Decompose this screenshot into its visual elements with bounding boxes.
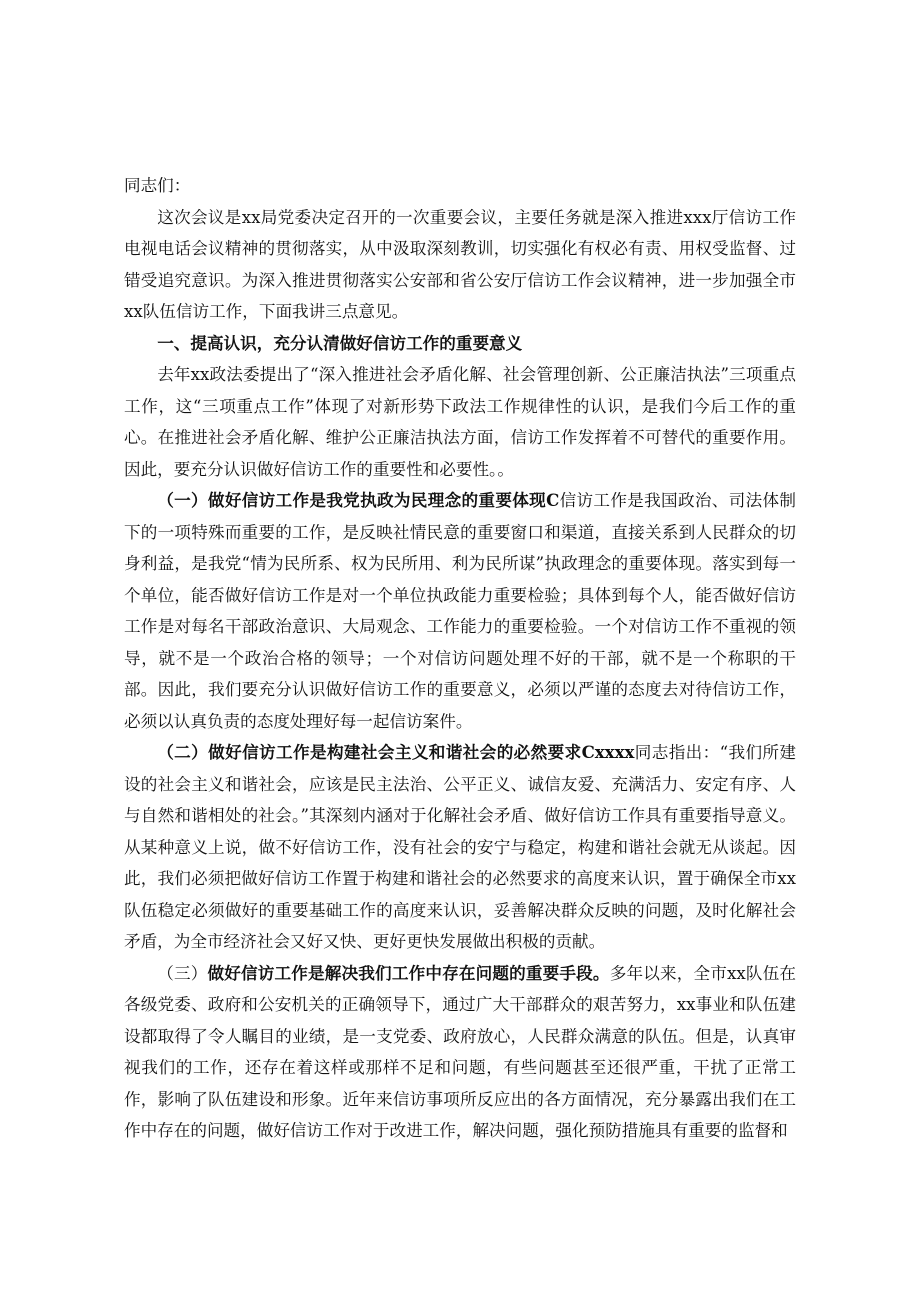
point-2-title: （二）做好信访工作是构建社会主义和谐社会的必然要求Cxxxx	[157, 742, 635, 762]
intro-paragraph: 这次会议是xx局党委决定召开的一次重要会议，主要任务就是深入推进xxx厅信访工作电视电话会议精神的贯彻落实，从中汲取深刻教训，切实强化有权必有责、用权受监督、过错受追究意识。为深入推进贯彻落实公安部和省公安厅信访工作会议精神，进一步加强全市xx队伍信访工作，下面我讲三点意见。	[124, 207, 796, 321]
point-2-paragraph	[124, 737, 796, 958]
point-1-title: （一）做好信访工作是我党执政为民理念的重要体现C	[157, 490, 560, 510]
point-3-prefix: （三）	[157, 963, 208, 983]
point-1-body: 信访工作是我国政治、司法体制下的一项特殊而重要的工作，是反映社情民意的重要窗口和渠道，直接关系到人民群众的切身利益，是我党“情为民所系、权为民所用、利为民所谋”执政理念的重要体现。落实到每一个单位，能否做好信访工作是对一个单位执政能力重要检验；具体到每个人，能否做好信访工作是对每名干部政治意识、大局观念、工作能力的重要检验。一个对信访工作不重视的领导，就不是一个政治合格的领导；一个对信访问题处理不好的干部，就不是一个称职的干部。因此，我们要充分认识做好信访工作的重要意义，必须以严谨的态度去对待信访工作，必须以认真负责的态度处理好每一起信访案件。	[124, 491, 796, 731]
point-3-paragraph	[124, 958, 796, 1147]
point-3-title: 做好信访工作是解决我们工作中存在问题的重要手段。	[207, 962, 610, 983]
point-2-body: 同志指出：“我们所建设的社会主义和谐社会，应该是民主法治、公平正义、诚信友爱、充满活力、安定有序、人与自然和谐相处的社会。”其深刻内涵对于化解社会矛盾、做好信访工作具有重要指导意义。从某种意义上说，做不好信访工作，没有社会的安宁与稳定，构建和谐社会就无从谈起。因此，我们必须把做好信访工作置于构建和谐社会的必然要求的高度来认识，置于确保全市xx队伍稳定必须做好的重要基础工作的高度来认识，妥善解决群众反映的问题，及时化解社会矛盾，为全市经济社会又好又快、更好更快发展做出积极的贡献。	[124, 743, 797, 951]
document-page	[124, 170, 796, 1147]
section-1-heading: 一、提高认识，充分认清做好信访工作的重要意义	[157, 332, 523, 353]
point-1-paragraph	[124, 485, 796, 737]
salutation: 同志们：	[124, 176, 191, 195]
point-3-body: 多年以来，全市xx队伍在各级党委、政府和公安机关的正确领导下，通过广大干部群众的艰苦努力，xx事业和队伍建设都取得了令人瞩目的业绩，是一支党委、政府放心，人民群众满意的队伍。但是，认真审视我们的工作，还存在着这样或那样不足和问题，有些问题甚至还很严重，干扰了正常工作，影响了队伍建设和形象。近年来信访事项所反应出的各方面情况，充分暴露出我们在工作中存在的问题，做好信访工作对于改进工作，解决问题，强化预防措施具有重要的监督和	[124, 963, 797, 1140]
section-1-paragraph: 去年xx政法委提出了“深入推进社会矛盾化解、社会管理创新、公正廉洁执法”三项重点工作，这“三项重点工作”体现了对新形势下政法工作规律性的认识，是我们今后工作的重心。在推进社会矛盾化解、维护公正廉洁执法方面，信访工作发挥着不可替代的重要作用。因此，要充分认识做好信访工作的重要性和必要性。。	[124, 365, 796, 479]
